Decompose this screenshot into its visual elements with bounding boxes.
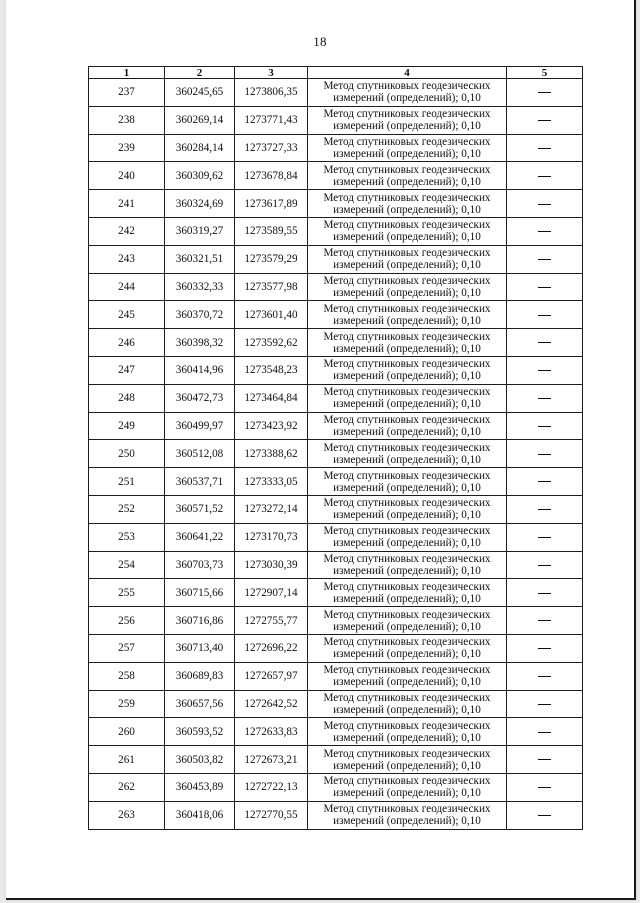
x-coordinate-cell: 360593,52 xyxy=(165,718,235,746)
point-number-cell: 254 xyxy=(89,551,165,579)
method-cell xyxy=(308,801,507,829)
y-coordinate-cell: 1273579,29 xyxy=(235,245,308,273)
y-coordinate-cell: 1272907,14 xyxy=(235,579,308,607)
table-row xyxy=(89,607,583,635)
column-5-cell xyxy=(507,301,583,329)
column-5-cell xyxy=(507,356,583,384)
column-5-cell xyxy=(507,384,583,412)
x-coordinate-cell: 360512,08 xyxy=(165,440,235,468)
table-row xyxy=(89,356,583,384)
dash-mark xyxy=(538,815,551,816)
dash-mark xyxy=(538,787,551,788)
dash-mark xyxy=(538,259,551,260)
method-line-2: измерений (определений); 0,10 xyxy=(333,703,481,716)
method-line-1: Метод спутниковых геодезических xyxy=(323,135,491,148)
x-coordinate-cell: 360284,14 xyxy=(165,134,235,162)
dash-mark xyxy=(538,537,551,538)
method-cell xyxy=(308,356,507,384)
method-line-2: измерений (определений); 0,10 xyxy=(333,676,481,689)
table-row xyxy=(89,79,583,107)
y-coordinate-cell: 1273771,43 xyxy=(235,106,308,134)
method-line-1: Метод спутниковых геодезических xyxy=(323,302,491,315)
method-cell xyxy=(308,607,507,635)
point-number-cell: 246 xyxy=(89,329,165,357)
y-coordinate-cell: 1273548,23 xyxy=(235,356,308,384)
method-cell xyxy=(308,690,507,718)
dash-mark xyxy=(538,593,551,594)
x-coordinate-cell: 360370,72 xyxy=(165,301,235,329)
y-coordinate-cell: 1273617,89 xyxy=(235,190,308,218)
y-coordinate-cell: 1272673,21 xyxy=(235,746,308,774)
table-row xyxy=(89,579,583,607)
x-coordinate-cell: 360689,83 xyxy=(165,662,235,690)
y-coordinate-cell: 1272755,77 xyxy=(235,607,308,635)
x-coordinate-cell: 360503,82 xyxy=(165,746,235,774)
column-header-1: 1 xyxy=(89,67,165,79)
dash-mark xyxy=(538,92,551,93)
x-coordinate-cell: 360414,96 xyxy=(165,356,235,384)
method-cell xyxy=(308,106,507,134)
table-row xyxy=(89,495,583,523)
y-coordinate-cell: 1273678,84 xyxy=(235,162,308,190)
method-cell xyxy=(308,245,507,273)
dash-mark xyxy=(538,148,551,149)
method-line-1: Метод спутниковых геодезических xyxy=(323,358,491,371)
column-5-cell xyxy=(507,79,583,107)
table-header-row xyxy=(89,67,583,79)
method-cell xyxy=(308,190,507,218)
x-coordinate-cell: 360245,65 xyxy=(165,79,235,107)
table-row xyxy=(89,801,583,829)
method-cell xyxy=(308,79,507,107)
column-header-4: 4 xyxy=(308,67,507,79)
method-line-1: Метод спутниковых геодезических xyxy=(323,775,491,788)
x-coordinate-cell: 360269,14 xyxy=(165,106,235,134)
method-line-2: измерений (определений); 0,10 xyxy=(333,815,481,828)
dash-mark xyxy=(538,620,551,621)
x-coordinate-cell: 360499,97 xyxy=(165,412,235,440)
x-coordinate-cell: 360713,40 xyxy=(165,634,235,662)
column-5-cell xyxy=(507,412,583,440)
point-number-cell: 255 xyxy=(89,579,165,607)
method-cell xyxy=(308,662,507,690)
method-line-1: Метод спутниковых геодезических xyxy=(323,719,491,732)
table-row xyxy=(89,162,583,190)
method-cell xyxy=(308,746,507,774)
method-cell xyxy=(308,273,507,301)
x-coordinate-cell: 360319,27 xyxy=(165,217,235,245)
table-row xyxy=(89,440,583,468)
method-line-1: Метод спутниковых геодезических xyxy=(323,552,491,565)
method-cell xyxy=(308,134,507,162)
dash-mark xyxy=(538,704,551,705)
point-number-cell: 245 xyxy=(89,301,165,329)
table-row xyxy=(89,551,583,579)
table-row xyxy=(89,773,583,801)
point-number-cell: 250 xyxy=(89,440,165,468)
point-number-cell: 253 xyxy=(89,523,165,551)
method-cell xyxy=(308,718,507,746)
table-row xyxy=(89,217,583,245)
method-line-1: Метод спутниковых геодезических xyxy=(323,691,491,704)
coordinates-table xyxy=(88,66,583,830)
method-line-2: измерений (определений); 0,10 xyxy=(333,648,481,661)
point-number-cell: 258 xyxy=(89,662,165,690)
method-line-1: Метод спутниковых геодезических xyxy=(323,80,491,93)
method-line-2: измерений (определений); 0,10 xyxy=(333,231,481,244)
method-line-1: Метод спутниковых геодезических xyxy=(323,664,491,677)
column-5-cell xyxy=(507,551,583,579)
method-cell xyxy=(308,495,507,523)
table-row xyxy=(89,301,583,329)
point-number-cell: 263 xyxy=(89,801,165,829)
table-row xyxy=(89,634,583,662)
point-number-cell: 260 xyxy=(89,718,165,746)
column-5-cell xyxy=(507,634,583,662)
method-cell xyxy=(308,384,507,412)
column-5-cell xyxy=(507,162,583,190)
column-5-cell xyxy=(507,495,583,523)
dash-mark xyxy=(538,120,551,121)
method-line-2: измерений (определений); 0,10 xyxy=(333,120,481,133)
y-coordinate-cell: 1273592,62 xyxy=(235,329,308,357)
method-line-2: измерений (определений); 0,10 xyxy=(333,314,481,327)
method-line-1: Метод спутниковых геодезических xyxy=(323,497,491,510)
method-cell xyxy=(308,468,507,496)
point-number-cell: 242 xyxy=(89,217,165,245)
point-number-cell: 240 xyxy=(89,162,165,190)
x-coordinate-cell: 360418,06 xyxy=(165,801,235,829)
y-coordinate-cell: 1272642,52 xyxy=(235,690,308,718)
x-coordinate-cell: 360321,51 xyxy=(165,245,235,273)
point-number-cell: 256 xyxy=(89,607,165,635)
column-5-cell xyxy=(507,468,583,496)
method-line-2: измерений (определений); 0,10 xyxy=(333,286,481,299)
y-coordinate-cell: 1273423,92 xyxy=(235,412,308,440)
method-line-1: Метод спутниковых геодезических xyxy=(323,386,491,399)
method-line-1: Метод спутниковых геодезических xyxy=(323,330,491,343)
method-line-1: Метод спутниковых геодезических xyxy=(323,108,491,121)
table-row xyxy=(89,273,583,301)
table-row xyxy=(89,468,583,496)
point-number-cell: 248 xyxy=(89,384,165,412)
method-line-2: измерений (определений); 0,10 xyxy=(333,592,481,605)
table-row xyxy=(89,690,583,718)
method-line-2: измерений (определений); 0,10 xyxy=(333,425,481,438)
method-cell xyxy=(308,579,507,607)
method-cell xyxy=(308,217,507,245)
y-coordinate-cell: 1273333,05 xyxy=(235,468,308,496)
table-row xyxy=(89,718,583,746)
method-cell xyxy=(308,301,507,329)
method-cell xyxy=(308,412,507,440)
method-line-1: Метод спутниковых геодезических xyxy=(323,747,491,760)
table-row xyxy=(89,384,583,412)
table-row xyxy=(89,134,583,162)
method-line-1: Метод спутниковых геодезических xyxy=(323,247,491,260)
y-coordinate-cell: 1272657,97 xyxy=(235,662,308,690)
point-number-cell: 251 xyxy=(89,468,165,496)
column-header-5: 5 xyxy=(507,67,583,79)
dash-mark xyxy=(538,454,551,455)
column-5-cell xyxy=(507,329,583,357)
table-row xyxy=(89,412,583,440)
dash-mark xyxy=(538,426,551,427)
point-number-cell: 262 xyxy=(89,773,165,801)
method-line-1: Метод спутниковых геодезических xyxy=(323,525,491,538)
y-coordinate-cell: 1273601,40 xyxy=(235,301,308,329)
method-line-1: Метод спутниковых геодезических xyxy=(323,274,491,287)
point-number-cell: 238 xyxy=(89,106,165,134)
y-coordinate-cell: 1273577,98 xyxy=(235,273,308,301)
method-line-2: измерений (определений); 0,10 xyxy=(333,203,481,216)
method-cell xyxy=(308,523,507,551)
column-5-cell xyxy=(507,607,583,635)
method-line-2: измерений (определений); 0,10 xyxy=(333,481,481,494)
column-header-3: 3 xyxy=(235,67,308,79)
method-cell xyxy=(308,329,507,357)
table-row xyxy=(89,662,583,690)
point-number-cell: 241 xyxy=(89,190,165,218)
y-coordinate-cell: 1273806,35 xyxy=(235,79,308,107)
point-number-cell: 237 xyxy=(89,79,165,107)
method-line-2: измерений (определений); 0,10 xyxy=(333,564,481,577)
method-line-1: Метод спутниковых геодезических xyxy=(323,608,491,621)
method-line-1: Метод спутниковых геодезических xyxy=(323,191,491,204)
y-coordinate-cell: 1273464,84 xyxy=(235,384,308,412)
x-coordinate-cell: 360398,32 xyxy=(165,329,235,357)
method-line-1: Метод спутниковых геодезических xyxy=(323,219,491,232)
column-5-cell xyxy=(507,273,583,301)
method-line-1: Метод спутниковых геодезических xyxy=(323,441,491,454)
method-line-1: Метод спутниковых геодезических xyxy=(323,469,491,482)
method-line-2: измерений (определений); 0,10 xyxy=(333,620,481,633)
method-line-1: Метод спутниковых геодезических xyxy=(323,413,491,426)
table-row xyxy=(89,329,583,357)
x-coordinate-cell: 360716,86 xyxy=(165,607,235,635)
method-line-1: Метод спутниковых геодезических xyxy=(323,636,491,649)
table-row xyxy=(89,106,583,134)
column-header-2: 2 xyxy=(165,67,235,79)
column-5-cell xyxy=(507,579,583,607)
column-5-cell xyxy=(507,690,583,718)
y-coordinate-cell: 1273589,55 xyxy=(235,217,308,245)
column-5-cell xyxy=(507,718,583,746)
method-line-2: измерений (определений); 0,10 xyxy=(333,175,481,188)
x-coordinate-cell: 360537,71 xyxy=(165,468,235,496)
column-5-cell xyxy=(507,662,583,690)
method-line-2: измерений (определений); 0,10 xyxy=(333,787,481,800)
method-line-2: измерений (определений); 0,10 xyxy=(333,370,481,383)
y-coordinate-cell: 1272633,83 xyxy=(235,718,308,746)
dash-mark xyxy=(538,204,551,205)
table-row xyxy=(89,245,583,273)
method-line-2: измерений (определений); 0,10 xyxy=(333,92,481,105)
method-line-2: измерений (определений); 0,10 xyxy=(333,509,481,522)
column-5-cell xyxy=(507,440,583,468)
document-page xyxy=(6,0,636,900)
method-cell xyxy=(308,634,507,662)
column-5-cell xyxy=(507,134,583,162)
method-line-2: измерений (определений); 0,10 xyxy=(333,731,481,744)
x-coordinate-cell: 360657,56 xyxy=(165,690,235,718)
table-row xyxy=(89,190,583,218)
column-5-cell xyxy=(507,217,583,245)
method-cell xyxy=(308,440,507,468)
method-cell xyxy=(308,551,507,579)
point-number-cell: 244 xyxy=(89,273,165,301)
table-row xyxy=(89,746,583,774)
x-coordinate-cell: 360472,73 xyxy=(165,384,235,412)
dash-mark xyxy=(538,481,551,482)
y-coordinate-cell: 1272696,22 xyxy=(235,634,308,662)
point-number-cell: 243 xyxy=(89,245,165,273)
dash-mark xyxy=(538,732,551,733)
method-line-2: измерений (определений); 0,10 xyxy=(333,453,481,466)
y-coordinate-cell: 1272770,55 xyxy=(235,801,308,829)
x-coordinate-cell: 360324,69 xyxy=(165,190,235,218)
method-line-1: Метод спутниковых геодезических xyxy=(323,163,491,176)
dash-mark xyxy=(538,231,551,232)
dash-mark xyxy=(538,648,551,649)
point-number-cell: 261 xyxy=(89,746,165,774)
column-5-cell xyxy=(507,523,583,551)
column-5-cell xyxy=(507,190,583,218)
dash-mark xyxy=(538,342,551,343)
y-coordinate-cell: 1273170,73 xyxy=(235,523,308,551)
method-line-1: Метод спутниковых геодезических xyxy=(323,803,491,816)
column-5-cell xyxy=(507,245,583,273)
method-line-2: измерений (определений); 0,10 xyxy=(333,537,481,550)
point-number-cell: 247 xyxy=(89,356,165,384)
point-number-cell: 249 xyxy=(89,412,165,440)
column-5-cell xyxy=(507,801,583,829)
y-coordinate-cell: 1273388,62 xyxy=(235,440,308,468)
dash-mark xyxy=(538,759,551,760)
dash-mark xyxy=(538,315,551,316)
dash-mark xyxy=(538,565,551,566)
method-line-2: измерений (определений); 0,10 xyxy=(333,398,481,411)
point-number-cell: 257 xyxy=(89,634,165,662)
point-number-cell: 252 xyxy=(89,495,165,523)
x-coordinate-cell: 360309,62 xyxy=(165,162,235,190)
x-coordinate-cell: 360715,66 xyxy=(165,579,235,607)
x-coordinate-cell: 360641,22 xyxy=(165,523,235,551)
table-body xyxy=(89,79,583,830)
x-coordinate-cell: 360453,89 xyxy=(165,773,235,801)
method-cell xyxy=(308,773,507,801)
y-coordinate-cell: 1273727,33 xyxy=(235,134,308,162)
table-row xyxy=(89,523,583,551)
x-coordinate-cell: 360703,73 xyxy=(165,551,235,579)
dash-mark xyxy=(538,509,551,510)
point-number-cell: 239 xyxy=(89,134,165,162)
point-number-cell: 259 xyxy=(89,690,165,718)
dash-mark xyxy=(538,176,551,177)
column-5-cell xyxy=(507,773,583,801)
method-line-2: измерений (определений); 0,10 xyxy=(333,147,481,160)
x-coordinate-cell: 360332,33 xyxy=(165,273,235,301)
y-coordinate-cell: 1273030,39 xyxy=(235,551,308,579)
dash-mark xyxy=(538,676,551,677)
method-line-2: измерений (определений); 0,10 xyxy=(333,259,481,272)
dash-mark xyxy=(538,370,551,371)
method-line-2: измерений (определений); 0,10 xyxy=(333,759,481,772)
dash-mark xyxy=(538,398,551,399)
column-5-cell xyxy=(507,746,583,774)
y-coordinate-cell: 1272722,13 xyxy=(235,773,308,801)
dash-mark xyxy=(538,287,551,288)
y-coordinate-cell: 1273272,14 xyxy=(235,495,308,523)
method-cell xyxy=(308,162,507,190)
x-coordinate-cell: 360571,52 xyxy=(165,495,235,523)
column-5-cell xyxy=(507,106,583,134)
page-number: 18 xyxy=(313,34,327,49)
method-line-2: измерений (определений); 0,10 xyxy=(333,342,481,355)
method-line-1: Метод спутниковых геодезических xyxy=(323,580,491,593)
